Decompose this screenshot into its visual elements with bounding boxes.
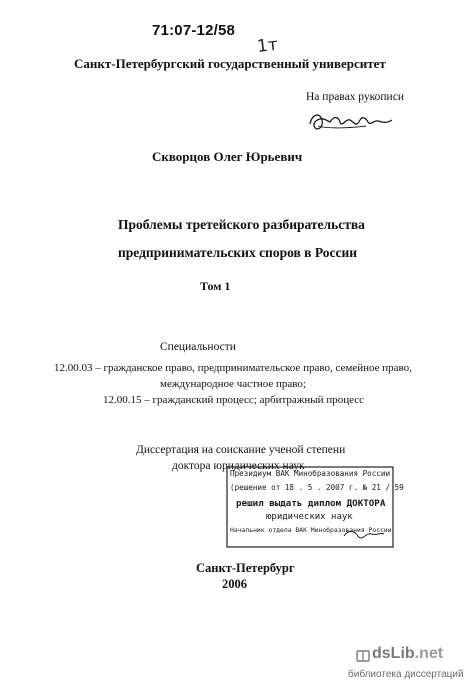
logo-text — [372, 645, 443, 663]
specialty-line: 12.00.15 – гражданский процесс; арбитражный процесс — [103, 394, 365, 406]
stamp-line: (решение от 18 . 5 . 2007 г. № 21 / 59 — [230, 483, 404, 492]
year: 2006 — [222, 577, 247, 591]
stamp-line: решил выдать диплом ДОКТОРА — [236, 498, 386, 509]
university-name: Санкт-Петербургский государственный университет — [74, 56, 386, 71]
logo-tld: .net — [414, 645, 444, 662]
city: Санкт-Петербург — [196, 561, 295, 575]
dissertation-degree-line2: доктора юридических наук — [172, 460, 305, 472]
stamp-line: юридических наук — [266, 512, 353, 522]
specialty-line: 12.00.03 – гражданское право, предпринимательское право, семейное право, — [54, 362, 412, 374]
handwritten-mark: 1т — [256, 34, 279, 58]
logo-subtitle: библиотека диссертаций — [348, 669, 464, 680]
book-icon — [356, 649, 370, 663]
logo-main: dsLib — [372, 645, 415, 662]
vak-stamp — [226, 466, 404, 548]
volume-label: Том 1 — [200, 279, 231, 293]
stamp-line: Начальник отдела ВАК Минобразования России — [230, 526, 392, 534]
specialty-line: международное частное право; — [160, 378, 306, 390]
manuscript-note: На правах рукописи — [306, 91, 404, 103]
author-name: Скворцов Олег Юрьевич — [152, 149, 303, 164]
specialty-label: Специальности — [160, 341, 236, 353]
signature-icon — [304, 104, 396, 138]
dissertation-degree-line1: Диссертация на соискание ученой степени — [136, 444, 346, 456]
stamp-line: Президиум ВАК Минобразования России — [230, 469, 391, 478]
dslib-logo — [348, 645, 464, 685]
thesis-title-line1: Проблемы третейского разбирательства — [118, 217, 365, 232]
document-code: 71:07-12/58 — [152, 22, 236, 39]
thesis-title-line2: предпринимательских споров в России — [118, 245, 358, 260]
